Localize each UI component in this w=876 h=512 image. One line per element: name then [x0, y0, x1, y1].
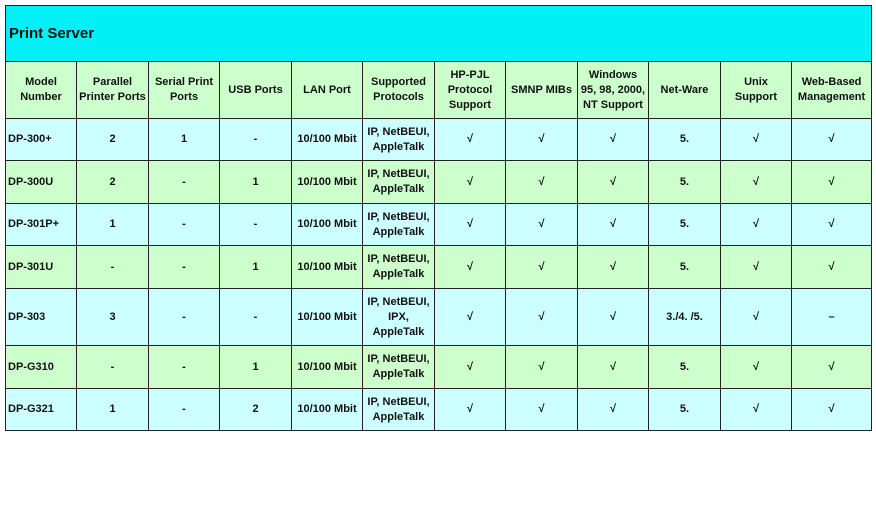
windows-check-cell: √: [578, 289, 649, 346]
windows-check-cell: √: [578, 346, 649, 389]
smnp-mibs-check-cell: √: [506, 246, 578, 289]
hp-pjl-check-cell: √: [435, 204, 506, 246]
web-management-check-cell: √: [792, 204, 872, 246]
header-model-number: Model Number: [6, 62, 77, 119]
smnp-mibs-check-cell: √: [506, 389, 578, 431]
serial-ports-cell: -: [149, 389, 220, 431]
lan-port-cell: 10/100 Mbit: [292, 204, 363, 246]
protocols-cell: IP, NetBEUI, AppleTalk: [363, 204, 435, 246]
windows-check-cell: √: [578, 389, 649, 431]
model-cell: DP-G310: [6, 346, 77, 389]
protocols-cell: IP, NetBEUI, IPX, AppleTalk: [363, 289, 435, 346]
lan-port-cell: 10/100 Mbit: [292, 289, 363, 346]
serial-ports-cell: -: [149, 246, 220, 289]
table-title: Print Server: [6, 6, 872, 62]
usb-ports-cell: 1: [220, 161, 292, 204]
serial-ports-cell: -: [149, 346, 220, 389]
netware-cell: 5.: [649, 246, 721, 289]
unix-check-cell: √: [721, 119, 792, 161]
table-row: [6, 161, 872, 204]
usb-ports-cell: 1: [220, 346, 292, 389]
windows-check-cell: √: [578, 246, 649, 289]
table-row: [6, 246, 872, 289]
netware-cell: 5.: [649, 161, 721, 204]
netware-cell: 5.: [649, 204, 721, 246]
smnp-mibs-check-cell: √: [506, 161, 578, 204]
table-row: [6, 389, 872, 431]
web-management-check-cell: –: [792, 289, 872, 346]
unix-check-cell: √: [721, 346, 792, 389]
serial-ports-cell: -: [149, 289, 220, 346]
usb-ports-cell: -: [220, 289, 292, 346]
protocols-cell: IP, NetBEUI, AppleTalk: [363, 119, 435, 161]
header-lan-port: LAN Port: [292, 62, 363, 119]
parallel-ports-cell: -: [77, 346, 149, 389]
protocols-cell: IP, NetBEUI, AppleTalk: [363, 161, 435, 204]
hp-pjl-check-cell: √: [435, 289, 506, 346]
model-cell: DP-300U: [6, 161, 77, 204]
parallel-ports-cell: 3: [77, 289, 149, 346]
protocols-cell: IP, NetBEUI, AppleTalk: [363, 346, 435, 389]
smnp-mibs-check-cell: √: [506, 119, 578, 161]
header-windows-support: Windows 95, 98, 2000, NT Support: [578, 62, 649, 119]
hp-pjl-check-cell: √: [435, 161, 506, 204]
serial-ports-cell: -: [149, 204, 220, 246]
unix-check-cell: √: [721, 389, 792, 431]
web-management-check-cell: √: [792, 161, 872, 204]
parallel-ports-cell: 1: [77, 204, 149, 246]
header-serial-print-ports: Serial Print Ports: [149, 62, 220, 119]
print-server-table: [5, 5, 872, 431]
table-row: [6, 289, 872, 346]
windows-check-cell: √: [578, 204, 649, 246]
model-cell: DP-300+: [6, 119, 77, 161]
header-smnp-mibs: SMNP MIBs: [506, 62, 578, 119]
web-management-check-cell: √: [792, 389, 872, 431]
usb-ports-cell: -: [220, 204, 292, 246]
header-web-based-management: Web-Based Management: [792, 62, 872, 119]
serial-ports-cell: -: [149, 161, 220, 204]
header-usb-ports: USB Ports: [220, 62, 292, 119]
web-management-check-cell: √: [792, 119, 872, 161]
hp-pjl-check-cell: √: [435, 246, 506, 289]
smnp-mibs-check-cell: √: [506, 204, 578, 246]
header-hp-pjl-support: HP-PJL Protocol Support: [435, 62, 506, 119]
netware-cell: 5.: [649, 389, 721, 431]
hp-pjl-check-cell: √: [435, 389, 506, 431]
windows-check-cell: √: [578, 119, 649, 161]
model-cell: DP-G321: [6, 389, 77, 431]
model-cell: DP-301P+: [6, 204, 77, 246]
hp-pjl-check-cell: √: [435, 119, 506, 161]
table-row: [6, 346, 872, 389]
lan-port-cell: 10/100 Mbit: [292, 119, 363, 161]
usb-ports-cell: -: [220, 119, 292, 161]
unix-check-cell: √: [721, 246, 792, 289]
table-row: [6, 119, 872, 161]
parallel-ports-cell: 1: [77, 389, 149, 431]
parallel-ports-cell: -: [77, 246, 149, 289]
smnp-mibs-check-cell: √: [506, 346, 578, 389]
header-netware: Net-Ware: [649, 62, 721, 119]
unix-check-cell: √: [721, 161, 792, 204]
netware-cell: 5.: [649, 346, 721, 389]
netware-cell: 5.: [649, 119, 721, 161]
model-cell: DP-301U: [6, 246, 77, 289]
header-parallel-printer-ports: Parallel Printer Ports: [77, 62, 149, 119]
header-unix-support: Unix Support: [721, 62, 792, 119]
lan-port-cell: 10/100 Mbit: [292, 346, 363, 389]
serial-ports-cell: 1: [149, 119, 220, 161]
table-row: [6, 204, 872, 246]
header-supported-protocols: Supported Protocols: [363, 62, 435, 119]
lan-port-cell: 10/100 Mbit: [292, 161, 363, 204]
web-management-check-cell: √: [792, 346, 872, 389]
protocols-cell: IP, NetBEUI, AppleTalk: [363, 389, 435, 431]
header-row: [6, 62, 872, 119]
unix-check-cell: √: [721, 204, 792, 246]
usb-ports-cell: 1: [220, 246, 292, 289]
windows-check-cell: √: [578, 161, 649, 204]
unix-check-cell: √: [721, 289, 792, 346]
smnp-mibs-check-cell: √: [506, 289, 578, 346]
lan-port-cell: 10/100 Mbit: [292, 246, 363, 289]
netware-cell: 3./4. /5.: [649, 289, 721, 346]
usb-ports-cell: 2: [220, 389, 292, 431]
lan-port-cell: 10/100 Mbit: [292, 389, 363, 431]
parallel-ports-cell: 2: [77, 119, 149, 161]
parallel-ports-cell: 2: [77, 161, 149, 204]
hp-pjl-check-cell: √: [435, 346, 506, 389]
protocols-cell: IP, NetBEUI, AppleTalk: [363, 246, 435, 289]
model-cell: DP-303: [6, 289, 77, 346]
web-management-check-cell: √: [792, 246, 872, 289]
